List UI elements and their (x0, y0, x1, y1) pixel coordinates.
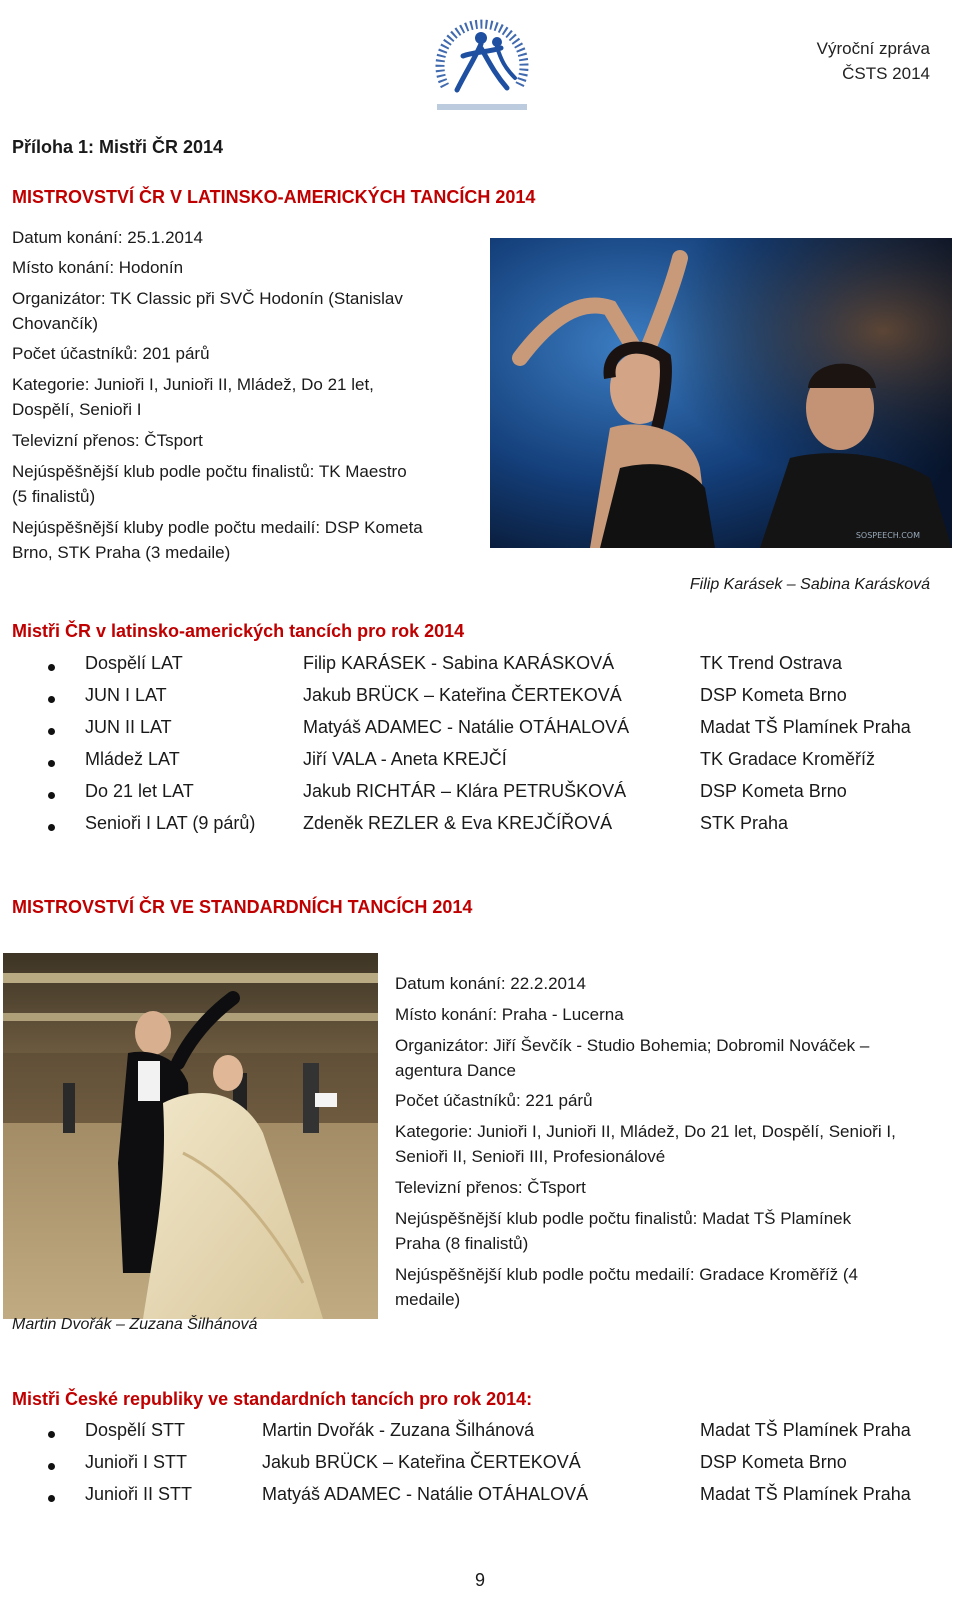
standard-couple-photo (3, 953, 378, 1319)
latin-info-line: Dospělí, Senioři I (12, 400, 142, 419)
latin-info-line: Nejúspěšnější klub podle počtu finalistů: TK Maestro (12, 462, 407, 481)
bullet-icon (48, 728, 55, 735)
champion-couple: Jakub BRÜCK – Kateřina ČERTEKOVÁ (262, 1452, 581, 1472)
report-header (817, 36, 930, 86)
champion-category: Dospělí LAT (85, 653, 183, 673)
standard-photo-caption: Martin Dvořák – Zuzana Šilhánová (12, 1316, 258, 1333)
champion-club: Madat TŠ Plamínek Praha (700, 1484, 911, 1504)
champion-couple: Filip KARÁSEK - Sabina KARÁSKOVÁ (303, 653, 615, 673)
standard-champions-title: Mistři České republiky ve standardních tancích pro rok 2014: (12, 1389, 533, 1409)
standard-info-line: Senioři II, Senioři III, Profesionálové (395, 1147, 666, 1166)
champion-category: Junioři I STT (85, 1452, 188, 1472)
latin-info-line: Brno, STK Praha (3 medaile) (12, 543, 231, 562)
champion-club: DSP Kometa Brno (700, 781, 847, 801)
champion-category: Senioři I LAT (9 párů) (85, 813, 256, 833)
champion-couple: Jakub BRÜCK – Kateřina ČERTEKOVÁ (303, 685, 622, 705)
standard-info-line: Organizátor: Jiří Ševčík - Studio Bohemia; Dobromil Nováček – (395, 1036, 870, 1055)
appendix-title: Příloha 1: Mistři ČR 2014 (12, 137, 224, 157)
standard-info-line: Datum konání: 22.2.2014 (395, 974, 586, 993)
champion-category: Dospělí STT (85, 1420, 186, 1440)
latin-info-line: Datum konání: 25.1.2014 (12, 228, 203, 247)
standard-info-line: Praha (8 finalistů) (395, 1234, 529, 1253)
page-number: 9 (474, 1570, 485, 1590)
latin-info-line: Nejúspěšnější kluby podle počtu medailí: DSP Kometa (12, 518, 423, 537)
champion-couple: Matyáš ADAMEC - Natálie OTÁHALOVÁ (303, 717, 630, 737)
latin-info-line: Místo konání: Hodonín (12, 258, 184, 277)
champion-club: TK Gradace Kroměříž (700, 749, 876, 769)
champion-couple: Martin Dvořák - Zuzana Šilhánová (262, 1420, 535, 1440)
latin-photo-caption: Filip Karásek – Sabina Karásková (689, 576, 930, 593)
standard-info-line: Televizní přenos: ČTsport (395, 1178, 586, 1197)
champion-couple: Zdeněk REZLER & Eva KREJČÍŘOVÁ (303, 813, 613, 833)
champion-club: DSP Kometa Brno (700, 685, 847, 705)
report-subtitle: ČSTS 2014 (842, 64, 930, 83)
report-title: Výroční zpráva (816, 39, 930, 58)
standard-info-line: Místo konání: Praha - Lucerna (395, 1005, 624, 1024)
champion-club: TK Trend Ostrava (700, 653, 843, 673)
bullet-icon (48, 1495, 55, 1502)
champion-couple: Jakub RICHTÁR – Klára PETRUŠKOVÁ (303, 781, 627, 801)
svg-text:SOSPEECH.COM: SOSPEECH.COM (855, 531, 920, 540)
standard-info-line: medaile) (395, 1290, 461, 1309)
champion-club: Madat TŠ Plamínek Praha (700, 1420, 911, 1440)
bullet-icon (48, 792, 55, 799)
bullet-icon (48, 760, 55, 767)
latin-info-line: Chovančík) (12, 314, 98, 333)
standard-section-title: MISTROVSTVÍ ČR VE STANDARDNÍCH TANCÍCH 2014 (12, 897, 473, 917)
bullet-icon (48, 824, 55, 831)
standard-info-line: Nejúspěšnější klub podle počtu finalistů: Madat TŠ Plamínek (395, 1209, 852, 1228)
federation-logo (423, 8, 541, 116)
champion-category: Do 21 let LAT (85, 781, 194, 801)
champion-club: DSP Kometa Brno (700, 1452, 847, 1472)
bullet-icon (48, 1463, 55, 1470)
latin-info-line: Kategorie: Junioři I, Junioři II, Mládež, Do 21 let, (12, 375, 374, 394)
latin-couple-photo (490, 238, 952, 548)
champion-category: JUN II LAT (85, 717, 172, 737)
champion-category: Junioři II STT (85, 1484, 193, 1504)
latin-section-title: MISTROVSTVÍ ČR V LATINSKO-AMERICKÝCH TANCÍCH 2014 (12, 187, 536, 207)
bullet-icon (48, 664, 55, 671)
latin-info-line: (5 finalistů) (12, 487, 96, 506)
champion-category: JUN I LAT (85, 685, 167, 705)
standard-info-line: agentura Dance (395, 1061, 516, 1080)
champion-couple: Matyáš ADAMEC - Natálie OTÁHALOVÁ (262, 1484, 589, 1504)
standard-info-line: Kategorie: Junioři I, Junioři II, Mládež, Do 21 let, Dospělí, Senioři I, (395, 1122, 896, 1141)
standard-info-line: Nejúspěšnější klub podle počtu medailí: Gradace Kroměříž (4 (395, 1265, 859, 1284)
champion-club: Madat TŠ Plamínek Praha (700, 717, 911, 737)
latin-champions-title: Mistři ČR v latinsko-amerických tancích pro rok 2014 (12, 621, 465, 641)
bullet-icon (48, 696, 55, 703)
champion-category: Mládež LAT (85, 749, 180, 769)
standard-info-line: Počet účastníků: 221 párů (395, 1091, 593, 1110)
champion-club: STK Praha (700, 813, 789, 833)
latin-info-line: Televizní přenos: ČTsport (12, 431, 203, 450)
latin-info-line: Organizátor: TK Classic při SVČ Hodonín (Stanislav (12, 289, 403, 308)
latin-info-line: Počet účastníků: 201 párů (12, 344, 210, 363)
champion-couple: Jiří VALA - Aneta KREJČÍ (303, 749, 507, 769)
bullet-icon (48, 1431, 55, 1438)
